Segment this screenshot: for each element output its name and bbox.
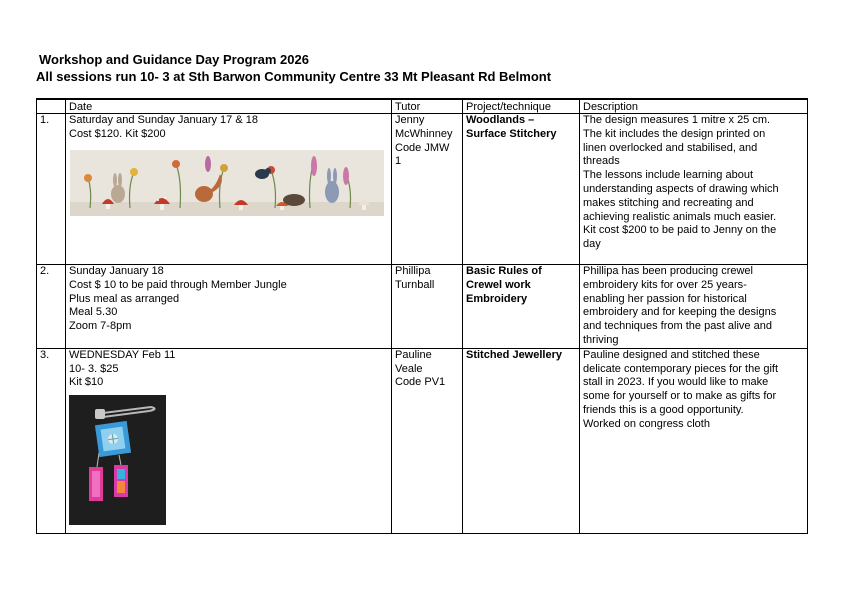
- description-line: understanding aspects of drawing which: [583, 182, 779, 195]
- header-number: [37, 99, 66, 114]
- tutor-line: Jenny: [395, 114, 425, 126]
- row-number: 1.: [37, 114, 66, 265]
- page-title: Workshop and Guidance Day Program 2026: [39, 52, 309, 67]
- row-number: 3.: [37, 348, 66, 533]
- description-line: achieving realistic animals much easier.: [583, 210, 777, 223]
- program-table: [36, 98, 808, 534]
- description-line: some for yourself or to make as gifts for: [583, 390, 777, 403]
- meal-line: Plus meal as arranged: [69, 292, 180, 305]
- project-line: Crewel work: [466, 278, 531, 291]
- description-line: threads: [583, 155, 620, 168]
- description-line: stall in 2023. If you would like to make: [583, 376, 769, 389]
- project-line: Embroidery: [466, 292, 528, 305]
- row-tutor-cell: [392, 348, 463, 533]
- tutor-line: Phillipa: [395, 265, 431, 277]
- header-project: Project/technique: [463, 99, 580, 114]
- description-line: The kit includes the design printed on: [583, 127, 766, 140]
- tutor-line: Code PV1: [395, 376, 446, 389]
- row-tutor-cell: [392, 114, 463, 265]
- row-project-cell: [463, 265, 580, 349]
- description-line: Phillipa has been producing crewel: [583, 265, 753, 277]
- page-subtitle: All sessions run 10- 3 at Sth Barwon Community Centre 33 Mt Pleasant Rd Belmont: [36, 69, 552, 84]
- tutor-line: Code JMW: [395, 141, 450, 154]
- woodlands-embroidery-image: [70, 150, 384, 216]
- tutor-line: Pauline: [395, 348, 432, 361]
- time-cost-line: 10- 3. $25: [69, 362, 119, 375]
- stitched-jewellery-image: [69, 395, 166, 525]
- row-number: 2.: [37, 265, 66, 349]
- description-line: thriving: [583, 333, 619, 346]
- row-date-cell: [66, 114, 392, 265]
- description-line: delicate contemporary pieces for the gift: [583, 362, 779, 375]
- date-line: Saturday and Sunday January 17 & 18: [69, 114, 258, 126]
- row-date-cell: [66, 348, 392, 533]
- tutor-line: Turnball: [395, 278, 435, 291]
- date-line: WEDNESDAY Feb 11: [69, 348, 176, 361]
- description-line: Kit cost $200 to be paid to Jenny on the: [583, 224, 777, 237]
- description-line: day: [583, 238, 601, 251]
- description-line: makes stitching and recreating and: [583, 196, 754, 209]
- row-date-cell: [66, 265, 392, 349]
- row-description-cell: [580, 348, 808, 533]
- description-line: friends this is a good opportunity.: [583, 403, 744, 416]
- table-row: [37, 114, 808, 265]
- header-tutor: Tutor: [392, 99, 463, 114]
- project-line: Basic Rules of: [466, 265, 542, 277]
- row-description-cell: [580, 114, 808, 265]
- project-line: Stitched Jewellery: [466, 348, 562, 361]
- date-line: Sunday January 18: [69, 265, 164, 277]
- tutor-line: 1: [395, 155, 402, 168]
- row-project-cell: [463, 114, 580, 265]
- row-description-cell: [580, 265, 808, 349]
- description-line: The lessons include learning about: [583, 169, 754, 182]
- kit-line: Kit $10: [69, 376, 104, 389]
- cost-line: Cost $ 10 to be paid through Member Jungle: [69, 278, 287, 291]
- table-row: [37, 265, 808, 349]
- cost-line: Cost $120. Kit $200: [69, 127, 166, 140]
- description-line: The design measures 1 mitre x 25 cm.: [583, 114, 771, 126]
- description-line: enabling her passion for historical: [583, 292, 747, 305]
- zoom-line: Zoom 7-8pm: [69, 320, 132, 333]
- description-line: Worked on congress cloth: [583, 417, 710, 430]
- description-line: Pauline designed and stitched these: [583, 348, 760, 361]
- table-header-row: [37, 99, 808, 114]
- header-date: Date: [66, 99, 392, 114]
- project-line: Woodlands –: [466, 114, 535, 126]
- row-tutor-cell: [392, 265, 463, 349]
- description-line: embroidery and for keeping the designs: [583, 306, 777, 319]
- tutor-line: McWhinney: [395, 127, 453, 140]
- description-line: embroidery kits for over 25 years-: [583, 278, 747, 291]
- header-description: Description: [580, 99, 808, 114]
- table-row: [37, 348, 808, 533]
- row-project-cell: [463, 348, 580, 533]
- description-line: linen overlocked and stabilised, and: [583, 141, 758, 154]
- meal-time-line: Meal 5.30: [69, 306, 118, 319]
- project-line: Surface Stitchery: [466, 127, 557, 140]
- description-line: and techniques from the past alive and: [583, 320, 772, 333]
- tutor-line: Veale: [395, 362, 423, 375]
